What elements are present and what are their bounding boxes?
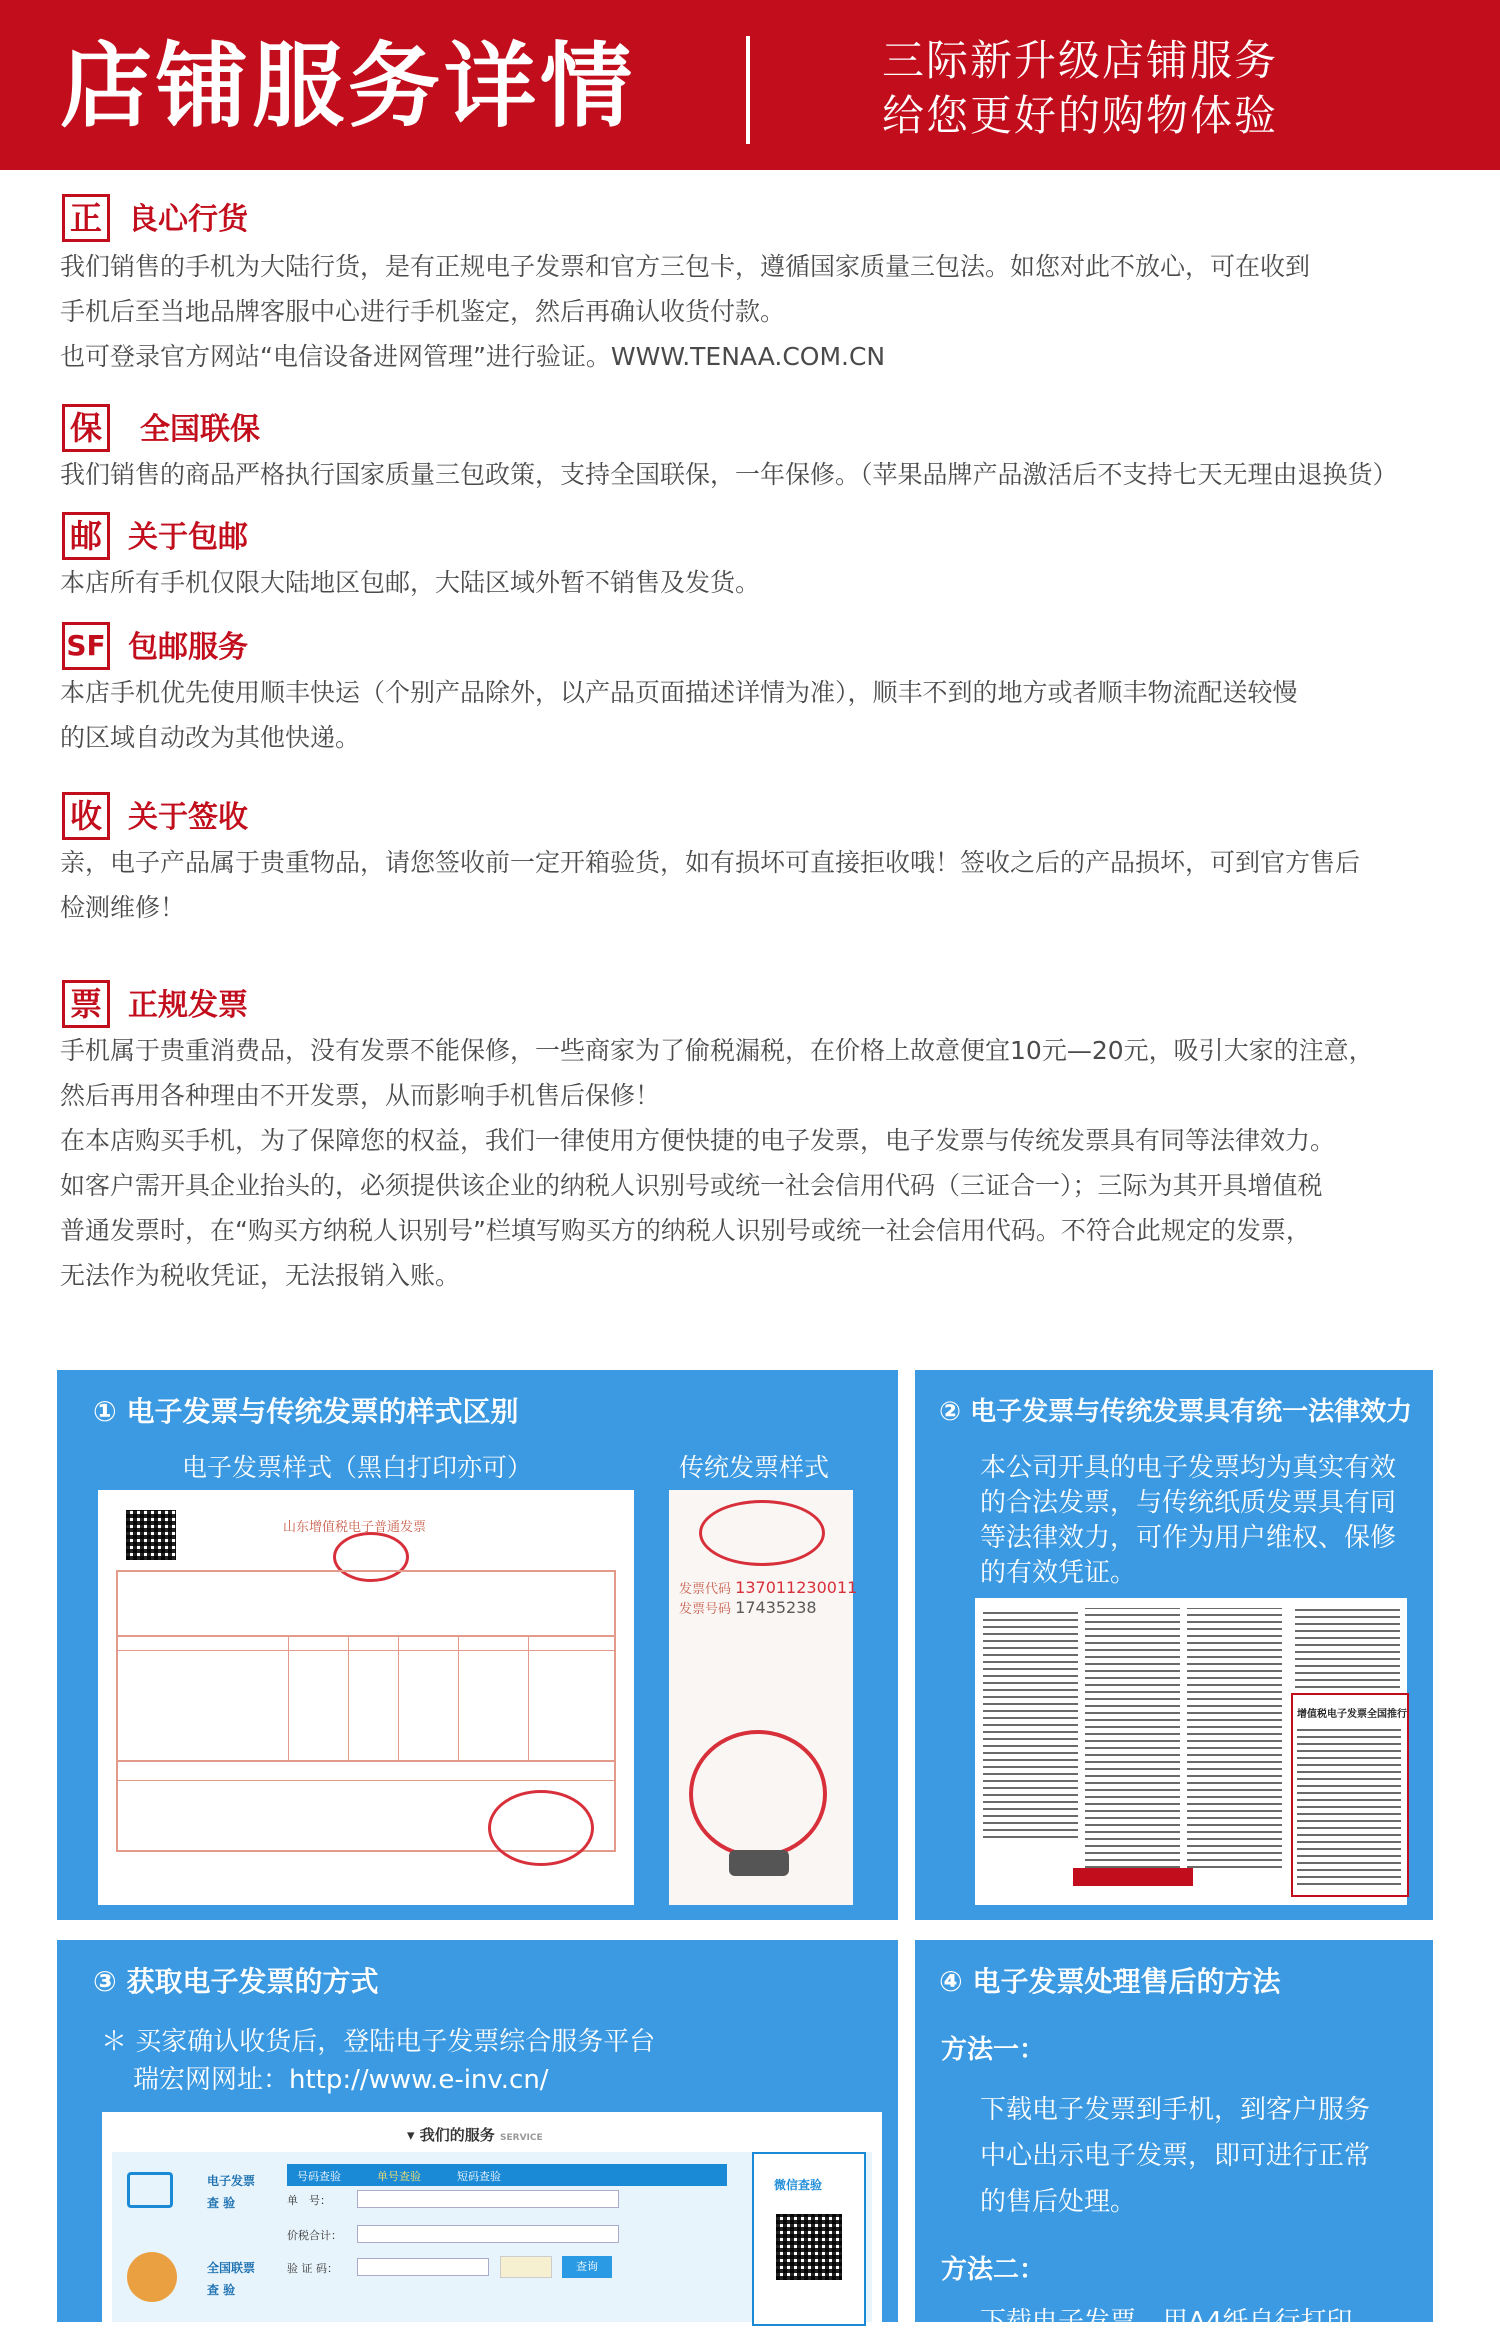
web-tab-bar (287, 2164, 727, 2186)
order-input[interactable] (357, 2190, 619, 2208)
news-column (1297, 1729, 1401, 1885)
panel-text: ＊ 买家确认收货后，登陆电子发票综合服务平台 (101, 2027, 656, 2057)
section-text: 我们销售的商品严格执行国家质量三包政策，支持全国联保，一年保修。（苹果品牌产品激活后不支持七天无理由退换货） (60, 460, 1398, 489)
badge-icon: 票 (62, 980, 110, 1028)
invoice-number: 发票号码 17435238 (679, 1598, 817, 1617)
badge-icon: SF (62, 622, 110, 670)
method-two-label: 方法二： (941, 2255, 1046, 2285)
field-label: 价税合计： (287, 2229, 342, 2242)
website-screenshot (102, 2112, 882, 2322)
electronic-invoice-label: 电子发票样式（黑白打印亦可） (182, 1453, 533, 1482)
invoice-grid-line (116, 1780, 616, 1781)
query-button[interactable]: 查询 (562, 2256, 612, 2278)
invoice-title: 山东增值税电子普通发票 (283, 1520, 427, 1535)
section-free-shipping (60, 508, 1460, 605)
section-text: 普通发票时，在“购买方纳税人识别号”栏填写购买方的纳税人识别号或统一社会信用代码。不符合此规定的发票， (60, 1216, 1311, 1245)
section-title: 包邮服务 (128, 630, 248, 665)
panel-text: 等法律效力，可作为用户维权、保修 (980, 1523, 1397, 1553)
news-column (1085, 1608, 1180, 1868)
invoice-platform-url: 瑞宏网网址：http://www.e-inv.cn/ (133, 2065, 549, 2095)
traditional-invoice-label: 传统发票样式 (679, 1453, 830, 1482)
invoice-grid-line (116, 1650, 616, 1651)
section-genuine-goods (60, 190, 1460, 379)
invoice-grid-line (116, 1570, 616, 1572)
invoice-grid-line (116, 1570, 118, 1852)
fapiao-stamp (689, 1730, 827, 1858)
news-banner (1073, 1868, 1193, 1886)
invoice-stamp (699, 1500, 825, 1566)
section-title: 关于签收 (128, 800, 248, 835)
captcha-image (500, 2256, 552, 2278)
news-highlight-box (1291, 1693, 1409, 1897)
method-text: 中心出示电子发票，即可进行正常 (980, 2141, 1371, 2171)
panel-get-invoice (57, 1940, 898, 2322)
news-column (983, 1608, 1078, 1838)
invoice-grid-line (116, 1760, 616, 1762)
wechat-qr-icon (776, 2214, 842, 2280)
field-label: 单 号： (287, 2194, 331, 2207)
panel-text: 本公司开具的电子发票均为真实有效 (980, 1453, 1397, 1483)
invoice-grid-line (614, 1570, 616, 1852)
invoice-grid-line (288, 1635, 289, 1760)
method-text: 下载电子发票到手机，到客户服务 (980, 2095, 1371, 2125)
panel-text: 的合法发票，与传统纸质发票具有同 (980, 1488, 1397, 1518)
section-text: 无法作为税收凭证，无法报销入账。 (60, 1261, 461, 1290)
header-subtitle-2: 给您更好的购物体验 (882, 91, 1279, 140)
method-text: 的售后处理。 (980, 2187, 1137, 2217)
side-menu-national[interactable]: 全国联票 查 验 (207, 2261, 256, 2297)
section-text: 手机后至当地品牌客服中心进行手机鉴定，然后再确认收货付款。 (60, 297, 786, 326)
panel-invoice-style (57, 1370, 898, 1920)
scratch-area (729, 1850, 789, 1876)
page-header (0, 0, 1500, 170)
amount-input[interactable] (357, 2225, 619, 2243)
service-area (112, 2152, 872, 2322)
section-signing (60, 788, 1460, 930)
electronic-invoice-image (98, 1490, 634, 1905)
news-column (1187, 1608, 1282, 1868)
section-text: 然后再用各种理由不开发票，从而影响手机售后保修！ (60, 1081, 661, 1110)
section-text: 本店所有手机仅限大陆地区包邮，大陆区域外暂不销售及发货。 (60, 568, 761, 597)
captcha-input[interactable] (357, 2258, 489, 2276)
page-title: 店铺服务详情 (60, 33, 637, 140)
section-text: 也可登录官方网站“电信设备进网管理”进行验证。WWW.TENAA.COM.CN (60, 342, 886, 371)
invoice-grid-line (458, 1635, 459, 1760)
badge-icon: 邮 (62, 512, 110, 560)
panel-legal-validity (915, 1370, 1433, 1920)
section-national-warranty (60, 400, 1460, 497)
header-subtitle-1: 三际新升级店铺服务 (882, 36, 1279, 85)
badge-icon: 正 (62, 194, 110, 242)
section-title: 良心行货 (128, 202, 248, 237)
news-headline: 增值税电子发票全国推行 (1297, 1709, 1407, 1720)
wechat-label: 微信查验 (774, 2178, 823, 2192)
section-head (60, 508, 1460, 560)
section-head (60, 190, 1460, 242)
invoice-grid-line (528, 1635, 529, 1760)
seller-stamp (488, 1790, 594, 1866)
panel-after-sales (915, 1940, 1433, 2337)
national-icon (127, 2252, 177, 2302)
invoice-grid-line (398, 1635, 399, 1760)
wechat-verify-box (752, 2152, 866, 2326)
header-divider (746, 36, 750, 144)
badge-icon: 收 (62, 792, 110, 840)
monitor-icon (127, 2172, 173, 2208)
tab-number-verify[interactable]: 号码查验 (297, 2170, 341, 2183)
section-title: 正规发票 (128, 988, 248, 1023)
section-head (60, 976, 1460, 1028)
traditional-invoice-image (669, 1490, 858, 1905)
tab-short-code-verify[interactable]: 短码查验 (457, 2170, 501, 2183)
section-text: 本店手机优先使用顺丰快运（个别产品除外，以产品页面描述详情为准），顺丰不到的地方或者顺丰物流配送较慢 (60, 678, 1298, 707)
news-column (1295, 1608, 1400, 1688)
panel-text: 的有效凭证。 (980, 1558, 1137, 1588)
section-text: 手机属于贵重消费品，没有发票不能保修，一些商家为了偷税漏税，在价格上故意便宜10元—20元，吸引大家的注意， (60, 1036, 1374, 1065)
panel-title: ① 电子发票与传统发票的样式区别 (93, 1395, 519, 1428)
section-head (60, 618, 1460, 670)
section-text: 如客户需开具企业抬头的，必须提供该企业的纳税人识别号或统一社会信用代码（三证合一）；三际为其开具增值税 (60, 1171, 1323, 1200)
tab-order-verify[interactable]: 单号查验 (377, 2170, 421, 2183)
section-invoice (60, 976, 1460, 1298)
badge-icon: 保 (62, 404, 110, 452)
section-shipping-service (60, 618, 1460, 760)
section-text: 我们销售的手机为大陆行货，是有正规电子发票和官方三包卡，遵循国家质量三包法。如您对此不放心，可在收到 (60, 252, 1311, 281)
method-one-label: 方法一： (941, 2035, 1046, 2065)
invoice-grid-line (348, 1635, 349, 1760)
section-text: 的区域自动改为其他快递。 (60, 723, 361, 752)
section-head (60, 788, 1460, 840)
side-menu-verify[interactable]: 电子发票 查 验 (207, 2174, 256, 2210)
panel-title: ④ 电子发票处理售后的方法 (939, 1965, 1281, 1998)
field-label: 验 证 码： (287, 2262, 338, 2275)
section-head (60, 400, 1460, 452)
qr-code-icon (126, 1510, 176, 1560)
section-text: 亲，电子产品属于贵重物品，请您签收前一定开箱验货，如有损坏可直接拒收哦！签收之后的产品损坏，可到官方售后 (60, 848, 1361, 877)
section-text: 在本店购买手机，为了保障您的权益，我们一律使用方便快捷的电子发票，电子发票与传统发票具有同等法律效力。 (60, 1126, 1336, 1155)
panel-title: ③ 获取电子发票的方式 (93, 1965, 379, 1998)
invoice-grid-line (116, 1635, 616, 1637)
section-title: 关于包邮 (128, 520, 248, 555)
method-text: 下载电子发票，用A4纸自行打印 (980, 2307, 1353, 2337)
newspaper-image (975, 1598, 1407, 1905)
invoice-stamp (333, 1532, 409, 1582)
invoice-code: 发票代码 137011230011 (679, 1578, 858, 1597)
section-text: 检测维修！ (60, 893, 186, 922)
service-heading: ▾ 我们的服务 SERVICE (407, 2126, 543, 2144)
panel-title: ② 电子发票与传统发票具有统一法律效力 (939, 1397, 1413, 1427)
section-title: 全国联保 (140, 412, 260, 447)
